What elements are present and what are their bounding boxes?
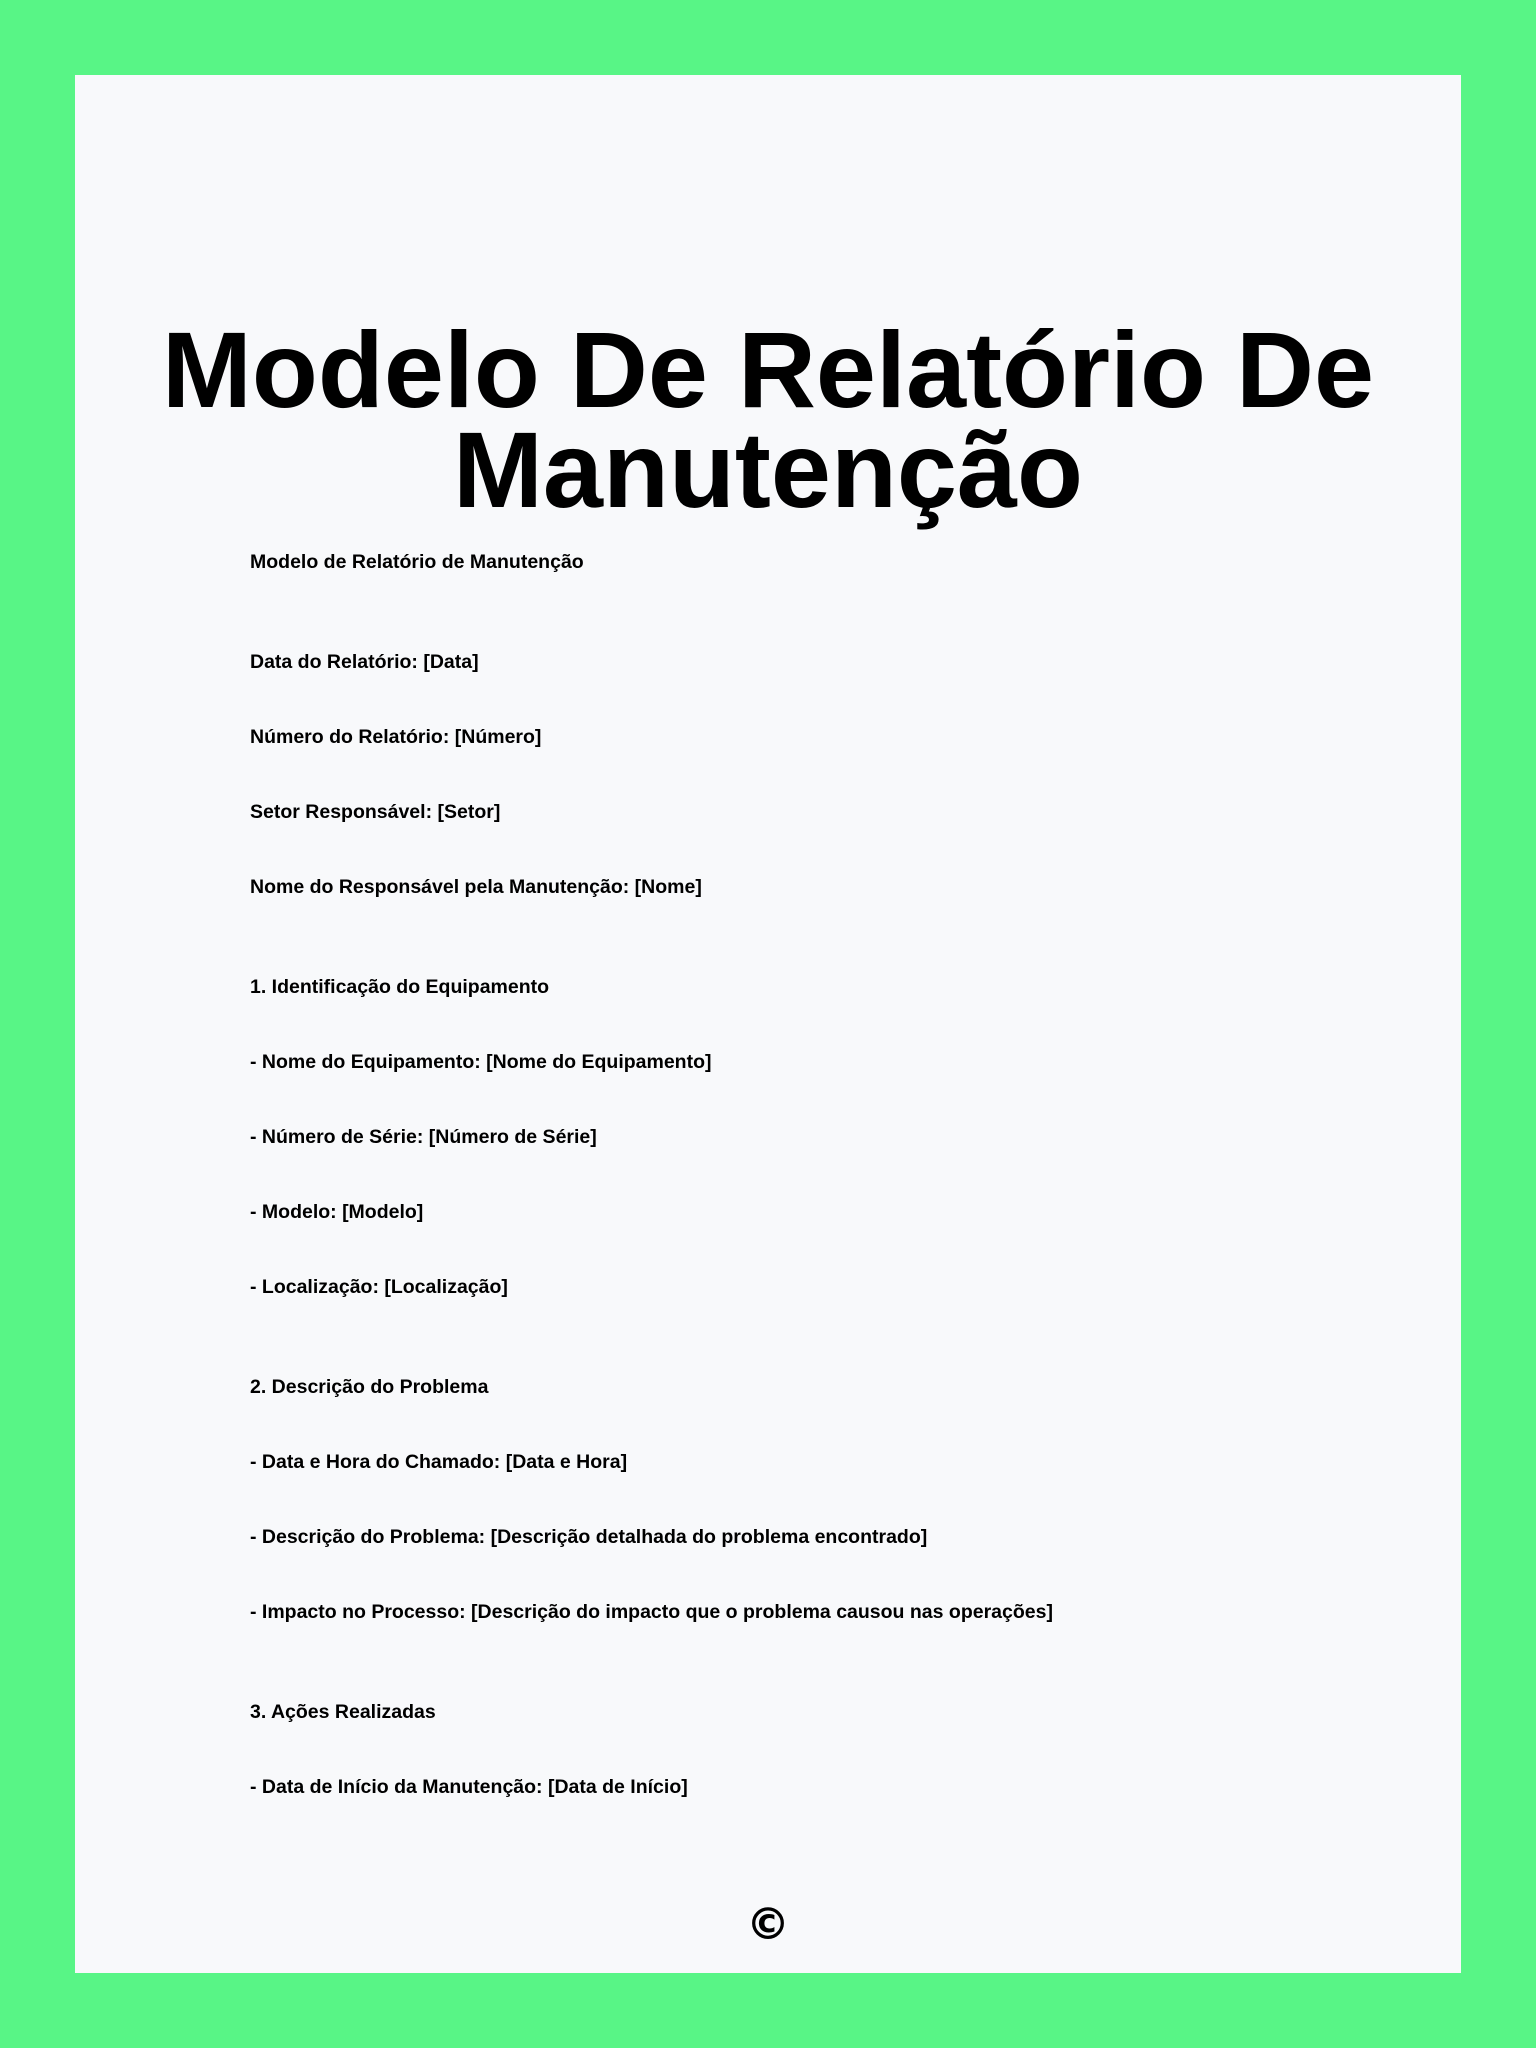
- section-3-title: 3. Ações Realizadas: [250, 1701, 436, 1723]
- field-responsible-sector: Setor Responsável: [Setor]: [250, 801, 501, 823]
- section-2-item-process-impact: - Impacto no Processo: [Descrição do impacto que o problema causou nas operações]: [250, 1601, 1053, 1623]
- copyright-icon: ©: [746, 1899, 790, 1950]
- section-3-item-start-date: - Data de Início da Manutenção: [Data de Início]: [250, 1776, 688, 1798]
- section-1-item-serial-number: - Número de Série: [Número de Série]: [250, 1126, 597, 1148]
- section-1-item-model: - Modelo: [Modelo]: [250, 1201, 424, 1223]
- field-report-date: Data do Relatório: [Data]: [250, 651, 479, 673]
- document-heading: Modelo de Relatório de Manutenção: [250, 551, 584, 573]
- section-2-item-call-datetime: - Data e Hora do Chamado: [Data e Hora]: [250, 1451, 628, 1473]
- section-1-item-location: - Localização: [Localização]: [250, 1276, 508, 1298]
- page-title: [75, 309, 1461, 530]
- document-page: [75, 75, 1461, 1973]
- page-title-line-2: Manutenção: [452, 409, 1084, 530]
- section-2-title: 2. Descrição do Problema: [250, 1376, 489, 1398]
- section-1-title: 1. Identificação do Equipamento: [250, 976, 550, 998]
- page-title-line-1: Modelo De Relatório De: [161, 309, 1375, 430]
- field-maintenance-owner: Nome do Responsável pela Manutenção: [Nome]: [250, 876, 702, 898]
- section-2-item-problem-description: - Descrição do Problema: [Descrição detalhada do problema encontrado]: [250, 1526, 928, 1548]
- section-1-item-equipment-name: - Nome do Equipamento: [Nome do Equipamento]: [250, 1051, 712, 1073]
- field-report-number: Número do Relatório: [Número]: [250, 726, 542, 748]
